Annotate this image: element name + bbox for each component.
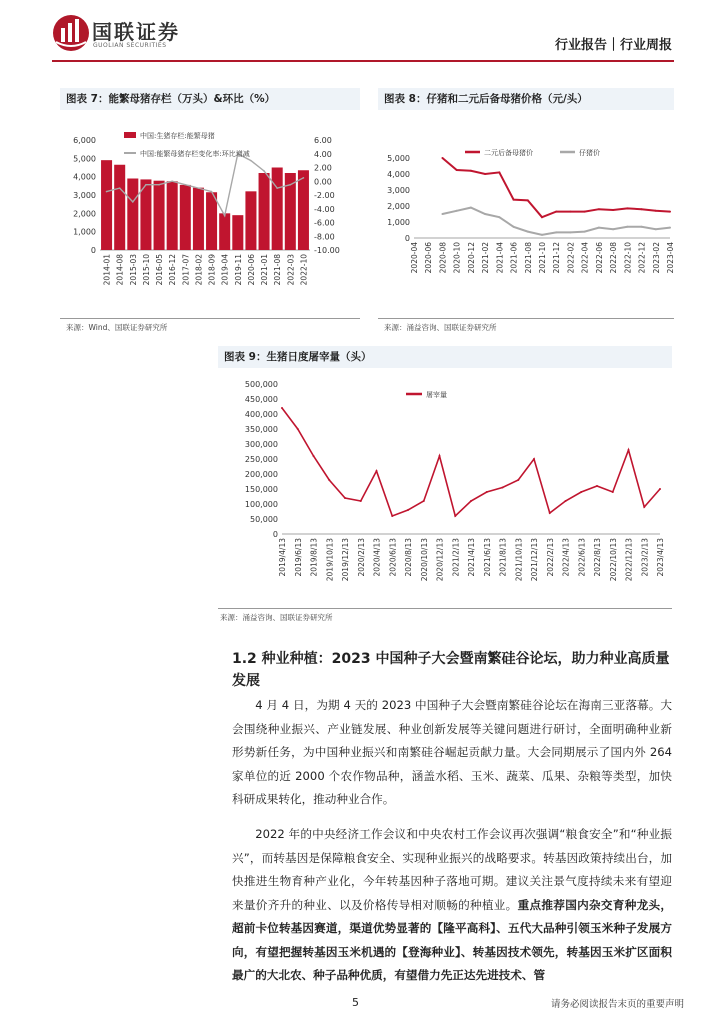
chart8-xtick: 2022-06 [594, 242, 604, 274]
chart7-change-point [106, 191, 108, 193]
chart8-series-point [612, 228, 614, 230]
chart8-xtick: 2022-12 [637, 242, 647, 274]
chart8-series-point [527, 199, 529, 201]
chart9-xtick: 2021/12/13 [530, 538, 539, 582]
chart8-title: 图表 8：仔猪和二元后备母猪价格（元/头） [378, 88, 674, 110]
chart9-ytick: 250,000 [244, 455, 278, 464]
chart8-ytick: 5,000 [387, 154, 410, 163]
chart7-bar [298, 170, 309, 250]
chart7-ytick-left: 6,000 [73, 136, 96, 145]
chart9-title: 图表 9：生猪日度屠宰量（头） [218, 346, 672, 368]
chart7-xtick: 2014-01 [102, 254, 112, 286]
chart7-bar [180, 185, 191, 250]
chart9-slaughter-point [376, 470, 378, 472]
chart7-xtick: 2016-12 [168, 254, 178, 286]
chart9-ytick: 100,000 [244, 500, 278, 509]
header-rule [52, 60, 674, 62]
chart7-ytick-right: -10.00 [314, 246, 340, 255]
chart8-ytick: 4,000 [387, 170, 410, 179]
chart9-slaughter-point [628, 449, 630, 451]
chart7-bar [259, 173, 270, 250]
chart8-legend-1: 二元后备母猪价 [484, 149, 533, 157]
chart8-xtick: 2021-04 [495, 242, 505, 274]
chart9-xtick: 2020/6/13 [388, 538, 398, 577]
chart7-ytick-right: 0.00 [314, 177, 332, 187]
chart8-series-point [626, 226, 628, 228]
chart9-xtick: 2022/4/13 [561, 538, 571, 577]
chart7-xtick: 2022-03 [286, 254, 296, 286]
chart8-rule [378, 318, 674, 319]
chart8-xtick: 2020-06 [424, 242, 434, 274]
chart8-series-point [569, 231, 571, 233]
chart9-ytick: 450,000 [244, 395, 278, 404]
chart7-bar [272, 168, 283, 251]
chart8-legend-2: 仔猪价 [579, 149, 600, 157]
chart8-series-point [612, 209, 614, 211]
chart9-xtick: 2020/10/13 [419, 538, 429, 582]
chart7-change-point [276, 187, 278, 189]
paragraph-1: 4 月 4 日，为期 4 天的 2023 中国种子大会暨南繁硅谷论坛在海南三亚落幕。大会围绕种业振兴、产业链发展、种业创新发展等关键问题进行研讨，全面明确种业新形势新任务，为中国种业振兴和南繁硅谷崛起贡献力量。大会同期展示了国内外 264 家单位的近 2000 个农作物品种，涵盖水稻、玉米、蔬菜、瓜果、杂粮等类型，加快科研成果转化，推动种业合作。 [232, 698, 672, 806]
chart7-xtick: 2018-09 [207, 254, 217, 286]
paragraph-2-bold: 重点推荐国内杂交育种龙头，超前卡位转基因赛道，渠道优势显著的【隆平高科】、五代大品种引领玉米种子发展方向，有望把握转基因玉米机遇的【登海种业】、转基因技术领先，转基因玉米扩区面积最广的大北农、种子品种优质，有望借力先正达先进技术、管 [232, 897, 672, 982]
chart7-ytick-right: -2.00 [314, 191, 335, 200]
chart8-xtick: 2023-02 [651, 242, 661, 274]
chart9-ytick: 500,000 [244, 380, 278, 389]
chart7-change-point [158, 184, 160, 186]
chart9-slaughter-point [391, 515, 393, 517]
chart9-slaughter-point [596, 485, 598, 487]
logo-subtitle: GUOLIAN SECURITIES [93, 42, 167, 49]
chart9-xtick: 2023/4/13 [656, 538, 665, 577]
footer-disclaimer: 请务必阅读报告末页的重要声明 [550, 999, 684, 1010]
chart9-slaughter-point [328, 479, 330, 481]
chart8-series-point [598, 208, 600, 210]
chart7-ytick-left: 0 [90, 246, 96, 255]
paragraph-2-text: 2022 年的中央经济工作会议和中央农村工作会议再次强调“粮食安全”和“种业振兴”，而转基因是保障粮食安全、实现种业振兴的战略要求。转基因政策持续出台，加快推进生物育种产业化，今年转基因种子落地可期。建议关注景气度持续未来有望迎来量价齐升的种业、以及价格传导相对顺畅的种植业。 [232, 827, 672, 912]
chart7-bar [127, 179, 138, 251]
chart9-slaughter-point [580, 491, 582, 493]
chart7-change-point [290, 184, 292, 186]
report-type: 行业报告｜行业周报 [554, 38, 672, 53]
chart8-ytick: 3,000 [387, 186, 410, 195]
chart9-ytick: 50,000 [250, 515, 278, 524]
chart7-change-point [185, 184, 187, 186]
chart8-series-point [541, 216, 543, 218]
chart8-series-point [669, 227, 671, 229]
chart7-xtick: 2020-06 [246, 254, 256, 286]
chart9-xtick: 2020/2/13 [356, 538, 366, 577]
chart7-change-point [171, 180, 173, 182]
chart7-change-point [119, 187, 121, 189]
chart8-xtick: 2023-04 [666, 242, 675, 274]
chart9-slaughter-point [502, 487, 504, 489]
chart8-series-point [484, 173, 486, 175]
chart9-slaughter-point [565, 500, 567, 502]
chart9-slaughter-point [486, 491, 488, 493]
chart8-xtick: 2022-10 [623, 242, 633, 274]
chart7-xtick: 2014-08 [115, 254, 125, 286]
chart8-xtick: 2020-10 [452, 242, 462, 274]
chart8-xtick: 2022-08 [609, 242, 619, 274]
chart9-slaughter-point [297, 428, 299, 430]
chart9-xtick: 2022/6/13 [577, 538, 587, 577]
chart8-xtick: 2021-12 [552, 242, 562, 274]
chart7-xtick: 2019-04 [220, 254, 230, 286]
chart7-change-point [263, 170, 265, 172]
chart7-legend-2: 中国:能繁母猪存栏变化率:环比增减 [140, 150, 250, 158]
chart7-xtick: 2021-08 [273, 254, 283, 286]
guolian-logo-icon [52, 14, 90, 52]
chart7-bar [219, 213, 230, 250]
chart7-change-point [303, 177, 305, 179]
chart7-bar [193, 188, 204, 250]
chart9-xtick: 2023/2/13 [640, 538, 650, 577]
chart7-ytick-right: 6.00 [314, 136, 332, 145]
chart7-bar [245, 191, 256, 250]
chart7-ytick-left: 1,000 [73, 227, 96, 237]
chart7-bar [154, 181, 165, 250]
chart9-ytick: 300,000 [244, 440, 278, 449]
chart9-slaughter-point [344, 497, 346, 499]
chart9-ytick: 200,000 [244, 470, 278, 479]
chart9-plot [214, 372, 674, 608]
chart8-series-point [555, 211, 557, 213]
chart9-slaughter-point [612, 491, 614, 493]
chart8-series-point [513, 226, 515, 228]
chart8-xtick: 2021-06 [509, 242, 519, 274]
chart7-ytick-right: -4.00 [314, 204, 335, 214]
chart7-ytick-right: 4.00 [314, 149, 332, 159]
chart7-xtick: 2015-10 [141, 254, 151, 286]
chart8-series-point [484, 213, 486, 215]
chart9-xtick: 2021/10/13 [514, 538, 524, 582]
chart8-series-point [456, 169, 458, 171]
chart9-xtick: 2022/12/13 [624, 538, 634, 582]
chart9-xtick: 2021/2/13 [451, 538, 461, 577]
chart8-plot [370, 118, 680, 318]
chart9-rule [218, 608, 672, 609]
chart7-ytick-right: -8.00 [314, 232, 335, 242]
chart8-series-point [441, 213, 443, 215]
chart7-xtick: 2019-11 [233, 254, 243, 286]
chart7-xtick: 2018-02 [194, 254, 204, 286]
chart7-change-point [250, 160, 252, 162]
chart7-legend-1: 中国:生猪存栏:能繁母猪 [140, 132, 215, 140]
chart8-series-point [498, 171, 500, 173]
chart9-slaughter-point [423, 500, 425, 502]
chart7-xtick: 2015-03 [128, 254, 138, 286]
chart7-xtick: 2016-05 [155, 254, 165, 286]
chart7-xtick: 2021-01 [260, 254, 270, 286]
chart9-xtick: 2021/4/13 [467, 538, 476, 577]
section-title: 1.2 种业种植：2023 中国种子大会暨南繁硅谷论坛，助力种业高质量发展 [232, 651, 670, 689]
chart7-source: 来源：Wind、国联证券研究所 [66, 323, 168, 332]
chart8-series-point [669, 211, 671, 213]
chart7-bar [101, 160, 112, 250]
chart8-series-point [541, 234, 543, 236]
chart8-xtick: 2020-04 [410, 242, 419, 274]
chart7-ytick-left: 5,000 [73, 154, 96, 164]
chart9-source: 来源：涌益咨询、国联证券研究所 [220, 613, 333, 622]
chart9-slaughter-point [454, 515, 456, 517]
page-number: 5 [352, 996, 359, 1009]
chart8-series-point [470, 207, 472, 209]
chart8-series-point [598, 227, 600, 229]
chart7-change-point [211, 191, 213, 193]
logo-name: 国联证券 [92, 20, 180, 44]
chart9-xtick: 2020/12/13 [435, 538, 445, 582]
chart9-ytick: 150,000 [244, 485, 278, 494]
chart7-rule [60, 318, 360, 319]
chart8-series-point [584, 231, 586, 233]
chart7-change-point [198, 187, 200, 189]
chart8-xtick: 2021-10 [538, 242, 547, 274]
chart8-xtick: 2020-08 [438, 242, 448, 274]
chart7-ytick-left: 4,000 [73, 172, 96, 182]
chart8-series-point [441, 157, 443, 159]
chart7-bar [167, 181, 178, 250]
chart8-xtick: 2021-08 [523, 242, 533, 274]
chart9-xtick: 2019/10/13 [325, 538, 335, 582]
chart9-xtick: 2020/4/13 [372, 538, 382, 577]
chart7-bar [114, 165, 125, 250]
chart8-ytick: 0 [404, 234, 410, 243]
chart8-series-point [569, 211, 571, 213]
chart9-legend: 屠宰量 [426, 391, 447, 399]
chart9-xtick: 2019/12/13 [341, 538, 350, 582]
paragraph-2 [232, 823, 672, 988]
chart9-slaughter-point [470, 500, 472, 502]
chart7-ytick-left: 3,000 [73, 191, 96, 200]
chart9-slaughter-point [517, 479, 519, 481]
chart8-series-point [456, 210, 458, 212]
chart9-slaughter-point [360, 500, 362, 502]
chart9-slaughter-point [407, 509, 409, 511]
chart9-xtick: 2019/4/13 [278, 538, 287, 577]
chart9-xtick: 2019/8/13 [309, 538, 319, 577]
chart9-slaughter-point [549, 512, 551, 514]
chart8-series-point [655, 210, 657, 212]
chart9-xtick: 2022/8/13 [593, 538, 602, 577]
chart8-ytick: 1,000 [387, 218, 410, 227]
chart7-bar [232, 215, 243, 250]
chart9-ytick: 0 [272, 530, 278, 539]
chart9-xtick: 2020/8/13 [404, 538, 413, 577]
chart7-xtick: 2017-07 [181, 254, 191, 286]
chart7-plot [52, 118, 362, 318]
chart8-series-point [626, 207, 628, 209]
chart9-slaughter-point [659, 488, 661, 490]
chart9-slaughter-line [282, 408, 660, 516]
chart8-xtick: 2021-02 [481, 242, 491, 274]
chart8-series-point [655, 228, 657, 230]
chart9-slaughter-point [313, 455, 315, 457]
chart8-xtick: 2022-02 [566, 242, 576, 274]
chart9-xtick: 2019/6/13 [293, 538, 303, 577]
chart8-series-point [470, 170, 472, 172]
chart9-slaughter-point [439, 455, 441, 457]
chart9-xtick: 2021/6/13 [482, 538, 492, 577]
chart7-title: 图表 7：能繁母猪存栏（万头）&环比（%） [60, 88, 360, 110]
chart9-slaughter-point [281, 407, 283, 409]
chart9-ytick: 400,000 [244, 410, 278, 419]
chart8-series-point [527, 231, 529, 233]
chart8-series-line [442, 158, 670, 217]
chart9-xtick: 2021/8/13 [498, 538, 508, 577]
chart8-ytick: 2,000 [387, 202, 410, 211]
chart7-xtick: 2022-10 [299, 254, 309, 286]
chart7-change-point [224, 215, 226, 217]
chart7-legend-swatch-1 [124, 132, 136, 138]
chart9-ytick: 350,000 [244, 425, 278, 434]
chart7-change-point [132, 201, 134, 203]
chart8-series-point [641, 226, 643, 228]
chart8-series-point [498, 216, 500, 218]
chart7-ytick-left: 2,000 [73, 209, 96, 219]
chart9-xtick: 2022/2/13 [545, 538, 555, 577]
chart9-slaughter-point [643, 506, 645, 508]
chart8-series-point [513, 199, 515, 201]
chart8-xtick: 2022-04 [580, 242, 590, 274]
chart7-ytick-right: 2.00 [314, 163, 332, 173]
chart8-series-point [555, 231, 557, 233]
chart8-series-point [641, 208, 643, 210]
chart7-bar [206, 192, 217, 250]
chart9-slaughter-point [533, 458, 535, 460]
chart8-series-point [584, 211, 586, 213]
chart9-xtick: 2022/10/13 [608, 538, 618, 582]
chart8-source: 来源：涌益咨询、国联证券研究所 [384, 323, 497, 332]
chart7-ytick-right: -6.00 [314, 218, 335, 228]
chart7-change-point [145, 184, 147, 186]
chart8-xtick: 2020-12 [466, 242, 476, 274]
